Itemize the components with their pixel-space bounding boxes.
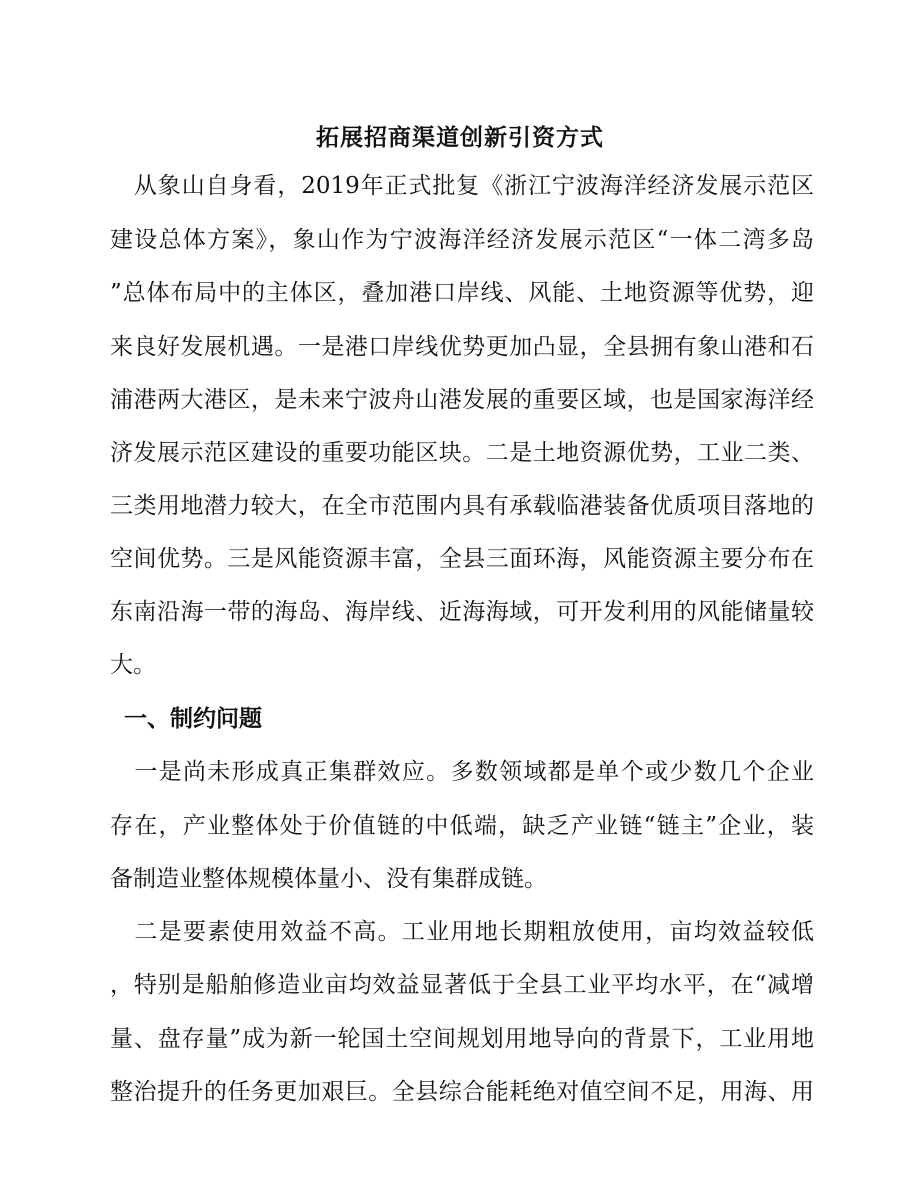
- section-heading: 一、制约问题: [124, 705, 262, 732]
- paragraph-line: 空间优势。三是风能资源丰富，全县三面环海，风能资源主要分布在: [110, 546, 814, 572]
- paragraph-line: 东南沿海一带的海岛、海岸线、近海海域，可开发利用的风能储量较: [110, 599, 814, 625]
- paragraph-line: ，特别是船舶修造业亩均效益显著低于全县工业平均水平，在“减增: [110, 972, 814, 998]
- paragraph-line: 备制造业整体规模体量小、没有集群成链。: [110, 866, 547, 892]
- paragraph-line: 大。: [110, 652, 156, 678]
- paragraph-line: 量、盘存量”成为新一轮国土空间规划用地导向的背景下，工业用地: [110, 1026, 814, 1052]
- document-title: 拓展招商渠道创新引资方式: [316, 124, 604, 151]
- paragraph-line: ”总体布局中的主体区，叠加港口岸线、风能、土地资源等优势，迎: [110, 280, 814, 306]
- paragraph-line: 建设总体方案》，象山作为宁波海洋经济发展示范区“一体二湾多岛: [110, 227, 814, 253]
- paragraph-line: 浦港两大港区，是未来宁波舟山港发展的重要区域，也是国家海洋经: [110, 387, 814, 413]
- paragraph-line: 二是要素使用效益不高。工业用地长期粗放使用，亩均效益较低: [110, 919, 814, 945]
- paragraph-line: 三类用地潜力较大，在全市范围内具有承载临港装备优质项目落地的: [110, 493, 814, 519]
- paragraph-line: 一是尚未形成真正集群效应。多数领域都是单个或少数几个企业: [110, 759, 814, 785]
- paragraph-line: 来良好发展机遇。一是港口岸线优势更加凸显，全县拥有象山港和石: [110, 334, 814, 360]
- paragraph-line: 从象山自身看，2019年正式批复《浙江宁波海洋经济发展示范区: [110, 173, 814, 199]
- paragraph-line: 存在，产业整体处于价值链的中低端，缺乏产业链“链主”企业，装: [110, 813, 814, 839]
- paragraph-line: 整治提升的任务更加艰巨。全县综合能耗绝对值空间不足，用海、用: [110, 1079, 814, 1105]
- paragraph-line: 济发展示范区建设的重要功能区块。二是土地资源优势，工业二类、: [110, 440, 814, 466]
